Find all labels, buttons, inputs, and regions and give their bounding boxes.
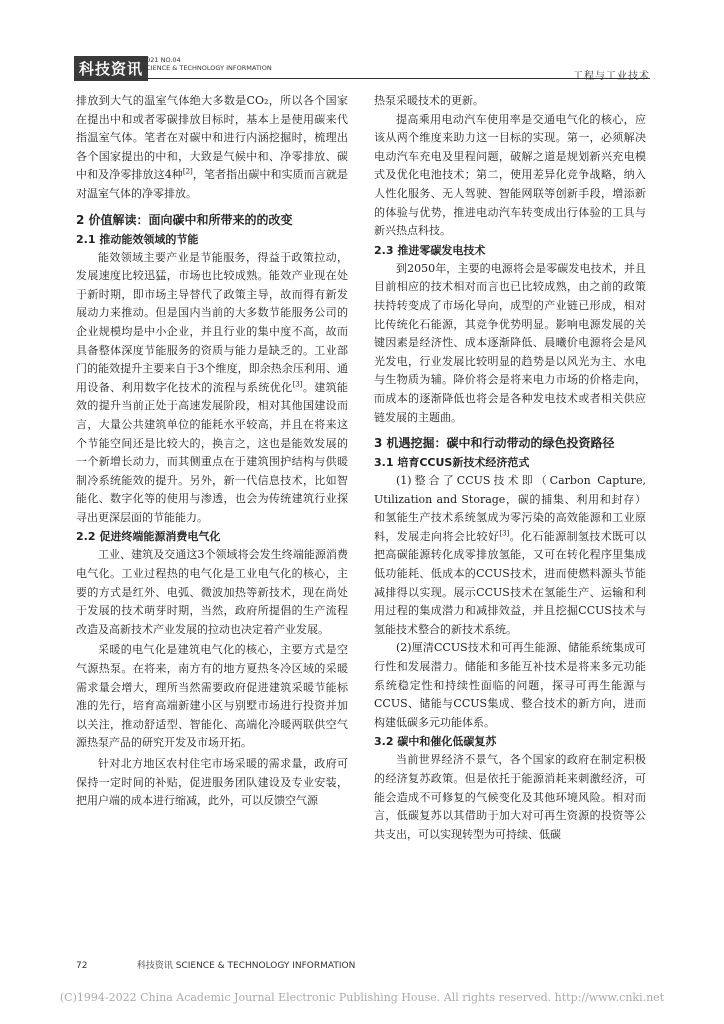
paragraph-text: 。建筑能效的提升当前正处于高速发展阶段，相对其他国建设而言，大量公共建筑单位的能耗水平较高，并且在将来这个节能空间还是比较大的，换言之，这也是能效发展的一个新增长动力，而其侧重点在于建筑围护结构与供暖制冷系统能效的提升。另外，新一代信息技术，比如智能化、数字化等的使用与渗透，也会为传统建筑行业探寻出更深层面的节能能力。 <box>76 380 349 524</box>
paragraph: 针对北方地区农村住宅市场采暖的需求量，政府可保持一定时间的补贴，促进服务团队建设及专业安装，把用户端的成本进行缩减，此外，可以反馈空气源 <box>76 757 348 808</box>
subsection-heading: 3.2 碳中和催化低碳复苏 <box>374 735 497 749</box>
citation-ref: [3] <box>499 529 510 538</box>
section-heading: 2 价值解读：面向碳中和所带来的的改变 <box>76 212 293 227</box>
journal-english-name: SCIENCE & TECHNOLOGY INFORMATION <box>142 64 272 72</box>
journal-logo: 科技资讯 <box>74 56 148 81</box>
subsection-heading: 2.1 推动能效领域的节能 <box>76 232 199 246</box>
paragraph-text: 排放到大气的温室气体绝大多数是CO₂，所以各个国家在提出中和或者零碳排放目标时，基本上是使用碳来代指温室气体。笔者在对碳中和进行内涵挖掘时，梳理出各个国家提出的中和，大致是气候中和、净零排放、碳中和及净零排放这4种 <box>76 94 348 182</box>
subsection-heading: 2.3 推进零碳发电技术 <box>374 243 486 257</box>
citation-ref: [3] <box>292 380 303 389</box>
paragraph-text: 能效领域主要产业是节能服务，得益于政策拉动，发展速度比较迅猛，市场也比较成熟。能效产业现在处于新时期，即市场主导替代了政策主导，故而得有新发展动力来推动。但是国内当前的大多数节能服务公司的企业规模均是中小企业，并且行业的集中度不高，故而具备整体深度节能服务的资质与能力是缺乏的。工业部门的能效提升主要来自于3个维度，即余热余压利用、通用设备、利用数字化技术的流程与系统优化 <box>76 250 348 394</box>
paragraph: 采暖的电气化是建筑电气化的核心，主要方式是空气源热泵。在将来，南方有的地方夏热冬冷区域的采暖需求量会增大，理所当然需要政府促进建筑采暖节能标准的先行，培育高端新建小区与别墅市场进行投资并加以关注，推动舒适型、智能化、高端化冷暖两联供空气源热泵产品的研究开发及市场开拓。 <box>76 643 348 750</box>
issue-info <box>142 56 272 72</box>
paragraph-text: 。化石能源制氢技术既可以把高碳能源转化成零排放氢能，又可在转化程序里集成低功能耗、低成本的CCUS技术，进而使燃料源头节能减排得以实现。展示CCUS技术在氢能生产、运输和利用过程的集成潜力和减排效益，并且挖掘CCUS技术与氢能技术整合的新技术系统。 <box>374 529 647 636</box>
paragraph-text: (1)整合了CCUS技术即（Carbon Capture, Utilization and Storage，碳的捕集、利用和封存）和氢能生产技术系统氢成为零污染的高效能源和工业原料，发展走向将会比较好 <box>374 474 646 543</box>
paragraph <box>374 472 646 639</box>
copyright-watermark: (C)1994-2022 China Academic Journal Electronic Publishing House. All rights reserved. http://www.cnki.net <box>59 991 665 1004</box>
paragraph: 热泵采暖技术的更新。 <box>374 94 484 107</box>
header-rule <box>74 78 650 79</box>
paragraph <box>76 92 348 204</box>
issue-number: 2021 NO.04 <box>142 56 181 64</box>
paragraph-text: ，笔者指出碳中和实质而言就是对温室气体的净零排放。 <box>76 168 349 200</box>
subsection-heading: 2.2 促进终端能源消费电气化 <box>76 530 221 544</box>
paragraph <box>76 249 348 528</box>
paragraph: 到2050年，主要的电源将会是零碳发电技术，并且目前相应的技术相对而言也已比较成熟，由之前的政策扶持转变成了市场化导向，成型的产业链已形成，相对比传统化石能源，其竞争优势明显。影响电源发展的关键因素是经济性、成本逐渐降低、晨曦价电源将会是风光发电，行业发展比较明显的趋势是以风光为主、水电与生物质为辅。降价将会是将来电力市场的价格走向，而成本的逐渐降低也将会是各种发电技术或者相关供应链发展的主题曲。 <box>374 261 646 424</box>
left-column <box>76 92 348 811</box>
footer-journal-name: 科技资讯 SCIENCE & TECHNOLOGY INFORMATION <box>136 961 356 971</box>
paragraph: 当前世界经济不景气，各个国家的政府在制定积极的经济复苏政策。但是依托于能源消耗来刺激经济，可能会造成不可修复的气候变化及其他环境风险。相对而言，低碳复苏以其借助于加大对可再生资源的投资等公共支出，可以实现转型为可持续、低碳 <box>374 753 646 841</box>
page-footer <box>76 958 355 971</box>
subsection-heading: 3.1 培育CCUS新技术经济范式 <box>374 456 530 470</box>
section-heading: 3 机遇挖掘：碳中和行动带动的绿色投资路径 <box>374 436 615 451</box>
page-header <box>0 0 724 82</box>
right-column <box>374 92 646 844</box>
page-number: 72 <box>76 961 88 971</box>
section-tag: 工程与工业技术 <box>573 71 650 82</box>
paragraph: (2)厘清CCUS技术和可再生能源、储能系统集成可行性和发展潜力。储能和多能互补技术是将来多元功能系统稳定性和持续性面临的问题，探寻可再生能源与CCUS、储能与CCUS集成、整合技术的新方向，进而构建低碳多元功能体系。 <box>374 641 646 729</box>
paragraph: 提高乘用电动汽车使用率是交通电气化的核心，应该从两个维度来助力这一目标的实现。第一，必须解决电动汽车充电及里程问题，破解之道是规划新兴充电模式及优化电池技术；第二，使用差异化竞争战略，纳入人性化服务、无人驾驶、智能网联等创新手段，增添新的体验与优势，推进电动汽车转变成出行体验的工具与新兴热点科技。 <box>374 112 646 238</box>
paragraph: 工业、建筑及交通这3个领域将会发生终端能源消费电气化。工业过程热的电气化是工业电气化的核心，主要的方式是红外、电弧、微波加热等新技术，现在尚处于发展的技术萌芽时期，当然，政府所提倡的生产流程改造及高新技术产业发展的拉动也决定着产业发展。 <box>76 548 348 636</box>
citation-ref: [2] <box>182 167 193 176</box>
